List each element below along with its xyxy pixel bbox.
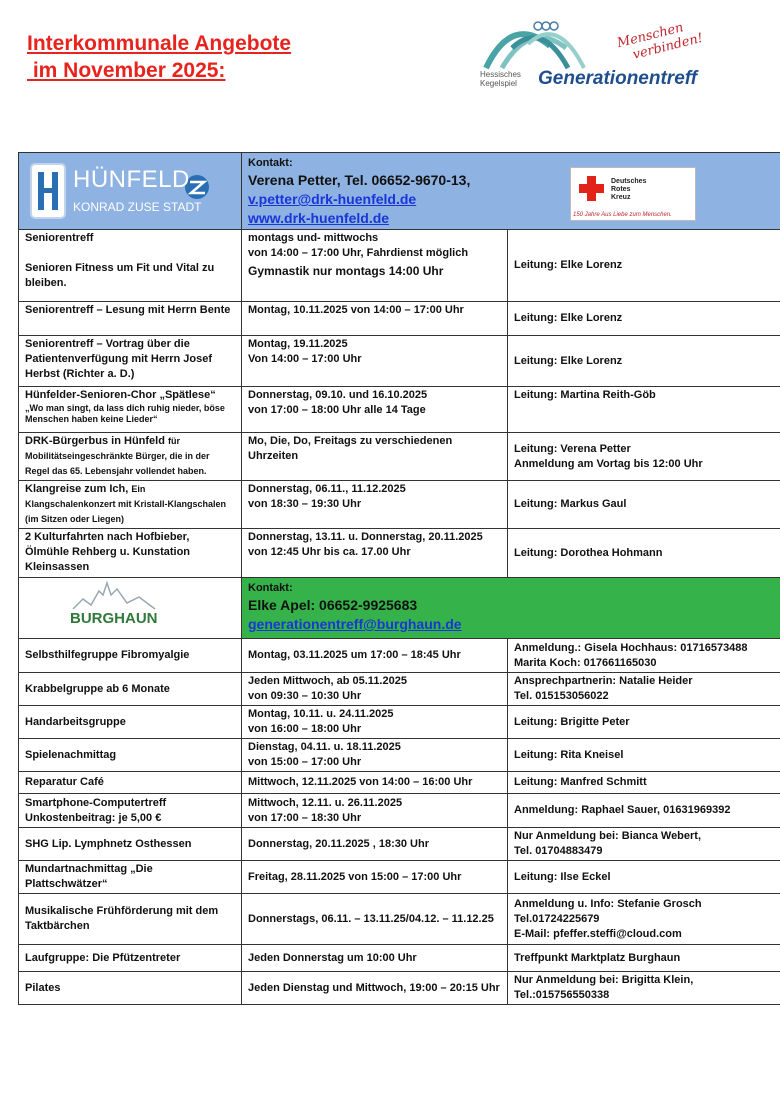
offer-phone: Tel. 01704883479 bbox=[514, 845, 603, 857]
logo-main-text: Generationentreff bbox=[538, 68, 698, 89]
offer-title: Mundartnachmittag „Die Plattschwätzer“ bbox=[19, 861, 242, 894]
offer-title: Smartphone-Computertreff bbox=[25, 796, 167, 809]
offer-subtitle: Senioren Fitness um Fit und Vital zu bleiben. bbox=[25, 262, 215, 289]
page-title bbox=[27, 30, 291, 84]
table-row bbox=[19, 433, 780, 481]
title-line-2: im November 2025: bbox=[27, 59, 226, 82]
title-line-1: Interkommunale Angebote bbox=[27, 32, 292, 55]
table-row bbox=[19, 230, 780, 302]
burghaun-kontakt-label: Kontakt: bbox=[248, 582, 293, 594]
offer-leader: Leitung: Brigitte Peter bbox=[508, 706, 780, 739]
offer-title: Seniorentreff – Lesung mit Herrn Bente bbox=[19, 302, 242, 336]
huenfeld-logo-cell bbox=[19, 153, 242, 230]
offer-title: Reparatur Café bbox=[19, 772, 242, 794]
burghaun-logo bbox=[25, 579, 235, 637]
huenfeld-web-link[interactable]: www.drk-huenfeld.de bbox=[248, 210, 390, 226]
huenfeld-logo bbox=[25, 162, 235, 220]
offer-schedule: Jeden Dienstag und Mittwoch, 19:00 – 20:15 Uhr bbox=[242, 972, 508, 1005]
offer-registration: Anmeldung.: Gisela Hochhaus: 01716573488 bbox=[514, 641, 748, 654]
offer-leader: Leitung: Manfred Schmitt bbox=[508, 772, 780, 794]
offer-schedule: Dienstag, 04.11. u. 18.11.2025 bbox=[248, 741, 401, 753]
offer-leader: Leitung: Markus Gaul bbox=[508, 481, 780, 529]
offer-schedule: Mo, Die, Do, Freitags zu verschiedenen Uhrzeiten bbox=[242, 433, 508, 481]
offer-title: Spielenachmittag bbox=[19, 739, 242, 772]
offer-schedule: Montag, 03.11.2025 um 17:00 – 18:45 Uhr bbox=[242, 639, 508, 673]
table-row bbox=[19, 972, 780, 1005]
offer-schedule: Montag, 10.11. u. 24.11.2025 bbox=[248, 708, 394, 720]
table-row bbox=[19, 302, 780, 336]
offer-leader: Leitung: Rita Kneisel bbox=[508, 739, 780, 772]
table-row bbox=[19, 894, 780, 945]
huenfeld-email-link[interactable]: v.petter@drk-huenfeld.de bbox=[248, 191, 417, 207]
offer-title: Laufgruppe: Die Pfützentreter bbox=[19, 945, 242, 972]
offer-phone: Tel.01724225679 bbox=[514, 912, 600, 925]
offer-registration: Marita Koch: 017661165030 bbox=[514, 656, 657, 669]
burghaun-contact-cell bbox=[242, 578, 780, 639]
offer-registration: Anmeldung: Raphael Sauer, 01631969392 bbox=[508, 794, 780, 828]
table-row bbox=[19, 387, 780, 433]
offer-title: 2 Kulturfahrten nach Hofbieber, Ölmühle Rehberg u. Kunstation Kleinsassen bbox=[19, 529, 242, 578]
offer-schedule: Donnerstag, 06.11., 11.12.2025 bbox=[248, 483, 406, 495]
table-row bbox=[19, 828, 780, 861]
offer-title: DRK-Bürgerbus in Hünfeld bbox=[25, 435, 165, 447]
burghaun-logo-text: BURGHAUN bbox=[70, 610, 158, 627]
offer-time: Von 14:00 – 17:00 Uhr bbox=[248, 353, 362, 365]
offer-registration: Anmeldung am Vortag bis 12:00 Uhr bbox=[514, 457, 703, 470]
table-row bbox=[19, 639, 780, 673]
burghaun-logo-cell bbox=[19, 578, 242, 639]
table-row bbox=[19, 772, 780, 794]
offer-title: Pilates bbox=[19, 972, 242, 1005]
burghaun-skyline-icon bbox=[69, 581, 159, 611]
offer-schedule: montags und- mittwochs bbox=[248, 232, 379, 244]
huenfeld-header-row bbox=[19, 153, 780, 230]
table-row bbox=[19, 739, 780, 772]
table-row bbox=[19, 336, 780, 387]
offer-note: Gymnastik nur montags 14:00 Uhr bbox=[248, 264, 444, 278]
drk-logo bbox=[570, 167, 696, 221]
red-cross-icon bbox=[577, 174, 607, 204]
offer-registration: Nur Anmeldung bei: Bianca Webert, bbox=[514, 830, 702, 842]
offer-time: von 15:00 – 17:00 Uhr bbox=[248, 756, 362, 768]
offer-subtitle: Ein Klangschalenkonzert mit Kristall-Klangschalen (im Sitzen oder Liegen) bbox=[25, 484, 227, 524]
offer-schedule: Donnerstag, 13.11. u. Donnerstag, 20.11.2025 bbox=[248, 531, 483, 543]
offer-title: Musikalische Frühförderung mit dem Taktbärchen bbox=[19, 894, 242, 945]
table-row bbox=[19, 794, 780, 828]
burghaun-email-link[interactable]: generationentreff@burghaun.de bbox=[248, 616, 462, 632]
offer-schedule: Mittwoch, 12.11.2025 von 14:00 – 16:00 Uhr bbox=[242, 772, 508, 794]
logo-script-text: Menschen verbinden! bbox=[615, 20, 705, 66]
offer-meeting-point: Treffpunkt Marktplatz Burghaun bbox=[508, 945, 780, 972]
offer-title: Klangreise zum Ich, bbox=[25, 483, 129, 495]
offer-title: SHG Lip. Lymphnetz Osthessen bbox=[19, 828, 242, 861]
offers-table bbox=[18, 152, 780, 1005]
offer-email: E-Mail: pfeffer.steffi@cloud.com bbox=[514, 927, 682, 940]
offer-schedule: Montag, 10.11.2025 von 14:00 – 17:00 Uhr bbox=[242, 302, 508, 336]
offer-subtitle: für Mobilitätseingeschränkte Bürger, die in der Regel das 65. Lebensjahr vollendet haben. bbox=[25, 436, 210, 476]
offer-title: Seniorentreff bbox=[25, 232, 94, 244]
offer-time: von 16:00 – 18:00 Uhr bbox=[248, 723, 362, 735]
huenfeld-logo-sub: KONRAD ZUSE STADT bbox=[73, 200, 202, 214]
offer-time: von 12:45 Uhr bis ca. 17.00 Uhr bbox=[248, 546, 411, 558]
offer-schedule: Montag, 19.11.2025 bbox=[248, 338, 348, 350]
offer-registration: Anmeldung u. Info: Stefanie Grosch bbox=[514, 897, 702, 910]
table-row bbox=[19, 481, 780, 529]
offer-leader: Leitung: Ilse Eckel bbox=[508, 861, 780, 894]
logo-small-text: Hessisches Kegelspiel bbox=[480, 70, 521, 88]
offer-title: Handarbeitsgruppe bbox=[19, 706, 242, 739]
offer-schedule: Mittwoch, 12.11. u. 26.11.2025 bbox=[248, 796, 403, 809]
offer-title: Seniorentreff – Vortrag über die Patientenverfügung mit Herrn Josef Herbst (Richter a. D.) bbox=[19, 336, 242, 387]
offer-leader: Leitung: Elke Lorenz bbox=[508, 302, 780, 336]
offer-time: von 17:00 – 18:30 Uhr bbox=[248, 811, 362, 824]
burghaun-header-row bbox=[19, 578, 780, 639]
huenfeld-logo-text: HÜNFELD bbox=[73, 166, 190, 193]
kegelspiel-arches-icon bbox=[472, 18, 622, 70]
offer-contact: Ansprechpartnerin: Natalie Heider bbox=[514, 675, 693, 687]
burghaun-kontakt-name: Elke Apel: 06652-9925683 bbox=[248, 597, 418, 613]
offer-phone: Tel. 015153056022 bbox=[514, 690, 609, 702]
offer-fee: Unkostenbeitrag: je 5,00 € bbox=[25, 811, 162, 824]
offer-leader: Leitung: Dorothea Hohmann bbox=[508, 529, 780, 578]
huenfeld-kontakt-name: Verena Petter, Tel. 06652-9670-13, bbox=[248, 172, 471, 188]
offer-schedule: Jeden Mittwoch, ab 05.11.2025 bbox=[248, 675, 407, 687]
offer-time: von 17:00 – 18:00 Uhr alle 14 Tage bbox=[248, 404, 426, 416]
offer-phone: Tel.:015756550338 bbox=[514, 989, 610, 1001]
offer-leader: Leitung: Verena Petter bbox=[514, 442, 631, 455]
drk-tagline: 150 Jahre Aus Liebe zum Menschen. bbox=[573, 212, 672, 218]
offer-schedule: Jeden Donnerstag um 10:00 Uhr bbox=[242, 945, 508, 972]
offer-leader: Leitung: Martina Reith-Göb bbox=[508, 387, 780, 433]
offer-time: von 14:00 – 17:00 Uhr, Fahrdienst möglich bbox=[248, 247, 469, 259]
generationentreff-logo bbox=[472, 18, 730, 98]
offer-time: von 18:30 – 19:30 Uhr bbox=[248, 498, 362, 510]
offer-time: von 09:30 – 10:30 Uhr bbox=[248, 690, 362, 702]
table-row bbox=[19, 945, 780, 972]
offer-schedule: Donnerstag, 09.10. und 16.10.2025 bbox=[248, 389, 428, 401]
offer-registration: Nur Anmeldung bei: Brigitta Klein, bbox=[514, 974, 694, 986]
table-row bbox=[19, 861, 780, 894]
offer-schedule: Donnerstags, 06.11. – 13.11.25/04.12. – 11.12.25 bbox=[242, 894, 508, 945]
offer-subtitle: „Wo man singt, da lass dich ruhig nieder, böse Menschen haben keine Lieder“ bbox=[25, 403, 225, 424]
offer-schedule: Freitag, 28.11.2025 von 15:00 – 17:00 Uhr bbox=[242, 861, 508, 894]
offer-leader: Leitung: Elke Lorenz bbox=[508, 230, 780, 302]
offer-title: Hünfelder-Senioren-Chor „Spätlese“ bbox=[25, 389, 216, 401]
huenfeld-contact-cell bbox=[242, 153, 780, 230]
offer-title: Krabbelgruppe ab 6 Monate bbox=[19, 673, 242, 706]
offer-leader: Leitung: Elke Lorenz bbox=[508, 336, 780, 387]
offer-schedule: Donnerstag, 20.11.2025 , 18:30 Uhr bbox=[242, 828, 508, 861]
table-row bbox=[19, 529, 780, 578]
offer-title: Selbsthilfegruppe Fibromyalgie bbox=[19, 639, 242, 673]
huenfeld-kontakt-label: Kontakt: bbox=[248, 157, 293, 169]
drk-name: Deutsches Rotes Kreuz bbox=[611, 178, 647, 201]
red-cross-horizontal bbox=[579, 184, 604, 193]
table-row bbox=[19, 706, 780, 739]
table-row bbox=[19, 673, 780, 706]
